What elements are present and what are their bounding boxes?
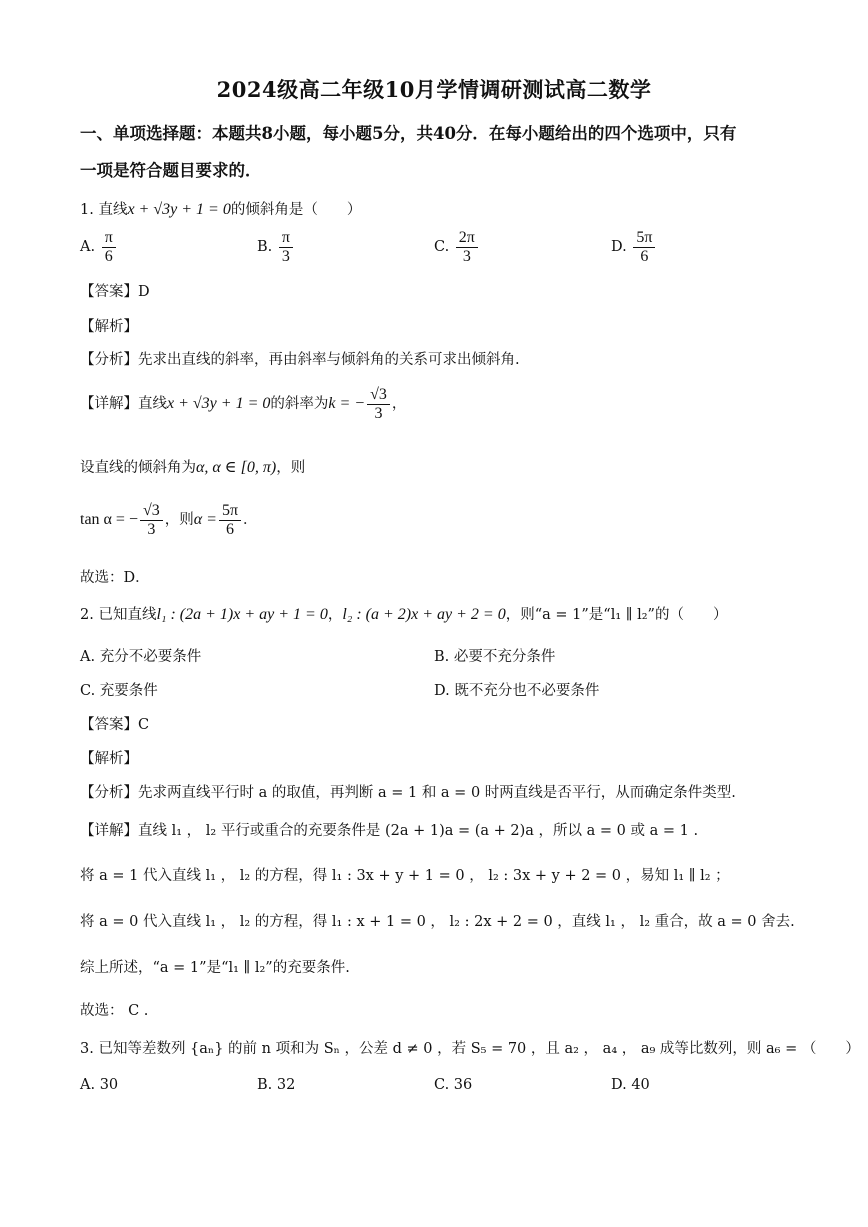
fraction-numerator: 2π: [456, 229, 478, 248]
page-title: 2024级高二年级10月学情调研测试高二数学: [216, 77, 652, 102]
question-1-detail: [80, 386, 406, 422]
option-label: C.: [434, 239, 450, 256]
fraction-numerator: 5π: [633, 229, 655, 248]
question-1-analysis: 【分析】先求出直线的斜率，再由斜率与倾斜角的关系可求出倾斜角.: [80, 352, 520, 368]
set-math: α, α ∈ [0, π): [196, 459, 277, 476]
question-1-suffix: 的倾斜角是（ ）: [230, 202, 362, 218]
question-1-equation: x + √3y + 1 = 0: [127, 201, 231, 218]
line-l2-equation: l₂ : (a + 2)x + ay + 2 = 0: [342, 606, 506, 623]
option-label: D.: [611, 239, 627, 256]
fraction-denominator: 3: [147, 520, 156, 538]
fraction-numerator: π: [279, 229, 293, 248]
set-text: 设直线的倾斜角为: [80, 460, 196, 476]
question-2-analysis-heading: 【解析】: [80, 751, 138, 767]
question-1-set-angle: [80, 456, 305, 477]
section-heading-line1: 一、单项选择题：本题共8小题，每小题5分，共40分．在每小题给出的四个选项中，只有: [80, 124, 737, 143]
question-1-option-c: [434, 229, 480, 265]
alpha-expression: α =: [193, 511, 217, 529]
alpha-fraction: [219, 502, 241, 538]
question-2-detail: 【详解】直线 l₁ ， l₂ 平行或重合的充要条件是 (2a + 1)a = (a + 2)a ，所以 a = 0 或 a = 1 .: [80, 823, 699, 839]
line-l1-equation: l₁ : (2a + 1)x + ay + 1 = 0: [156, 606, 328, 623]
question-3-option-b: B. 32: [257, 1077, 296, 1093]
fraction-numerator: π: [102, 229, 116, 248]
fraction-denominator: 6: [104, 247, 113, 265]
question-2-option-b: B. 必要不充分条件: [434, 649, 556, 665]
fraction-denominator: 6: [226, 520, 234, 538]
question-3-option-a: A. 30: [80, 1077, 119, 1093]
question-1-answer: 【答案】D: [80, 284, 150, 300]
question-3-option-d: D. 40: [611, 1077, 650, 1093]
question-2-option-a: A. 充分不必要条件: [80, 649, 202, 665]
slope-expression: k = −: [328, 395, 366, 413]
tan-expression: tan α = −: [80, 511, 138, 529]
question-1-option-d: [611, 229, 657, 265]
question-2-case-a1: 将 a = 1 代入直线 l₁ ， l₂ 的方程，得 l₁ : 3x + y + 1 = 0 ， l₂ : 3x + y + 2 = 0 ，易知 l₁ ∥ l₂ ；: [80, 868, 730, 884]
question-2-suffix: ，则“a = 1”是“l₁ ∥ l₂”的（ ）: [505, 607, 728, 623]
question-2-option-d: D. 既不充分也不必要条件: [434, 683, 600, 699]
option-fraction: [633, 229, 655, 265]
option-label: A.: [80, 239, 96, 256]
detail-equation: x + √3y + 1 = 0: [167, 395, 271, 413]
slope-fraction: [367, 386, 390, 422]
question-2-answer: 【答案】C: [80, 717, 150, 733]
fraction-numerator: √3: [140, 502, 163, 521]
detail-label: 【详解】直线: [80, 396, 167, 413]
tan-mid: ，则: [164, 512, 194, 529]
fraction-denominator: 3: [374, 404, 383, 422]
option-label: B.: [257, 239, 273, 256]
question-3-option-c: C. 36: [434, 1077, 473, 1093]
alpha-post: ．: [243, 512, 258, 529]
detail-punct: ，: [391, 396, 407, 413]
question-2-choice: 故选： C .: [80, 1003, 149, 1019]
question-2-case-a0: 将 a = 0 代入直线 l₁ ， l₂ 的方程，得 l₁ : x + 1 = 0 ， l₂ : 2x + 2 = 0 ，直线 l₁ ， l₂ 重合，故 a = 0 舍去.: [80, 914, 795, 930]
fraction-denominator: 3: [462, 247, 471, 265]
option-fraction: [279, 229, 293, 265]
question-1-choice: 故选：D．: [80, 570, 150, 586]
question-2-stem: [80, 603, 727, 624]
question-1-option-a: [80, 229, 118, 265]
section-heading-line2: 一项是符合题目要求的．: [80, 161, 262, 180]
question-2-analysis: 【分析】先求两直线平行时 a 的取值，再判断 a = 1 和 a = 0 时两直线是否平行，从而确定条件类型.: [80, 785, 736, 801]
fraction-denominator: 6: [640, 247, 649, 265]
fraction-denominator: 3: [281, 247, 290, 265]
question-1-option-b: [257, 229, 295, 265]
question-2-option-c: C. 充要条件: [80, 683, 158, 699]
question-1-prefix: 1. 直线: [80, 202, 128, 218]
question-2-prefix: 2. 已知直线: [80, 607, 157, 623]
question-2-summary: 综上所述，“a = 1”是“l₁ ∥ l₂”的充要条件.: [80, 960, 350, 976]
question-1-analysis-heading: 【解析】: [80, 319, 138, 335]
question-1-stem: [80, 198, 361, 219]
fraction-numerator: 5π: [219, 502, 241, 521]
fraction-numerator: √3: [367, 386, 390, 405]
detail-text: 的斜率为: [270, 396, 329, 413]
separator: ，: [327, 607, 343, 623]
tan-fraction: [140, 502, 163, 538]
set-post: ，则: [276, 460, 306, 476]
option-fraction: [102, 229, 116, 265]
option-fraction: [456, 229, 478, 265]
question-1-tan: [80, 502, 258, 538]
question-3-stem: 3. 已知等差数列 {aₙ} 的前 n 项和为 Sₙ ，公差 d ≠ 0 ，若 S₅ = 70 ，且 a₂ ， a₄ ， a₉ 成等比数列，则 a₆ = （ ）: [80, 1041, 860, 1057]
